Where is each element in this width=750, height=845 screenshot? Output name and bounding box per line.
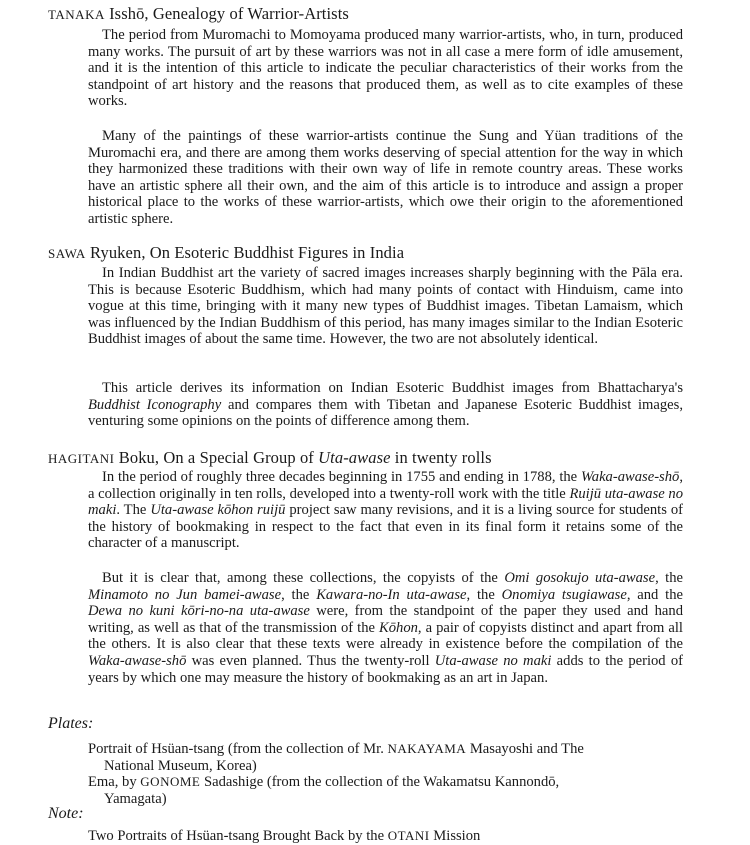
plate-item: Portrait of Hsüan-tsang (from the collection of Mr. NAKAYAMA Masayoshi and The National Museum, Korea) [88,741,584,774]
article-heading-tanaka [48,4,349,25]
article-paragraph: This article derives its information on Indian Esoteric Buddhist images from Bhattacharya's Buddhist Iconography and compares them with Tibetan and Japanese Esoteric Buddhist images, venturing some opinions on the points of difference among them. [88,380,683,430]
plates-label: Plates: [48,715,94,732]
author-given-name: Ryuken [90,243,142,262]
note-item: Two Portraits of Hsüan-tsang Brought Back by the OTANI Mission [88,828,481,844]
article-title-italic: Uta-awase [318,448,391,467]
article-paragraph: The period from Muromachi to Momoyama produced many warrior-artists, who, in turn, produced many works. The pursuit of art by these warriors was not in all case a mere form of idle amusement, and it is the intention of this article to indicate the peculiar characteristics of their works from the standpoint of art history and the reasons that produced them, as well as to cite examples of these works. [88,27,683,110]
author-given-name: Boku [118,448,155,467]
author-family-name: SAWA [48,246,86,261]
article-paragraph: But it is clear that, among these collections, the copyists of the Omi gosokujo uta-awase, the Minamoto no Jun bamei-awase, the Kawara-no-In uta-awase, the Onomiya tsugiawase, and the Dewa no kuni kōri-no-na uta-awase were, from the standpoint of the paper they used and hand writing, as well as that of the transmission of the Kōhon, a pair of copyists distinct and apart from all the others. It is also clear that these texts were already in existence before the compilation of the Waka-awase-shō was even planned. Thus the twenty-roll Uta-awase no maki adds to the period of years by which one may measure the history of bookmaking as an art in Japan. [88,570,684,686]
article-heading-sawa [48,243,404,264]
note-label: Note: [48,805,84,822]
article-title: , Genealogy of Warrior-Artists [144,4,349,23]
article-paragraph: Many of the paintings of these warrior-artists continue the Sung and Yüan traditions of the Muromachi era, and there are among them works deserving of special attention for the way in which they harmonized these traditions with their own way of life in remote country areas. These works have an artistic sphere all their own, and the aim of this article is to introduce and assign a proper historical place to the works of these warrior-artists, which owe their origin to the aforementioned artistic sphere. [88,128,683,227]
author-family-name: HAGITANI [48,451,115,466]
article-title: , On Esoteric Buddhist Figures in India [141,243,405,262]
author-given-name: Isshō [109,4,145,23]
author-family-name: TANAKA [48,7,105,22]
plate-item: Ema, by GONOME Sadashige (from the collection of the Wakamatsu Kannondō, Yamagata) [88,774,560,807]
article-heading-hagitani: HAGITANI Boku, On a Special Group of Uta-awase in twenty rolls [48,448,492,467]
article-paragraph: In the period of roughly three decades beginning in 1755 and ending in 1788, the Waka-awase-shō, a collection originally in ten rolls, developed into a twenty-roll work with the title Ruijū uta-awase no maki. The Uta-awase kōhon ruijū project saw many revisions, and it is a living source for students of the history of bookmaking in respect to the fact that even in its final form it retains some of the character of a manuscript. [88,469,684,552]
book-title: Buddhist Iconography [88,396,222,413]
article-paragraph: In Indian Buddhist art the variety of sacred images increases sharply beginning with the Pāla era. This is because Esoteric Buddhism, which had many points of contact with Hinduism, came into vogue at this time, bringing with it many new types of Buddhist images. Tibetan Lamaism, which was influenced by the Indian Buddhism of this period, has many images similar to the Indian Esoteric Buddhist images of about the same time. However, the two are not absolutely identical. [88,265,683,348]
